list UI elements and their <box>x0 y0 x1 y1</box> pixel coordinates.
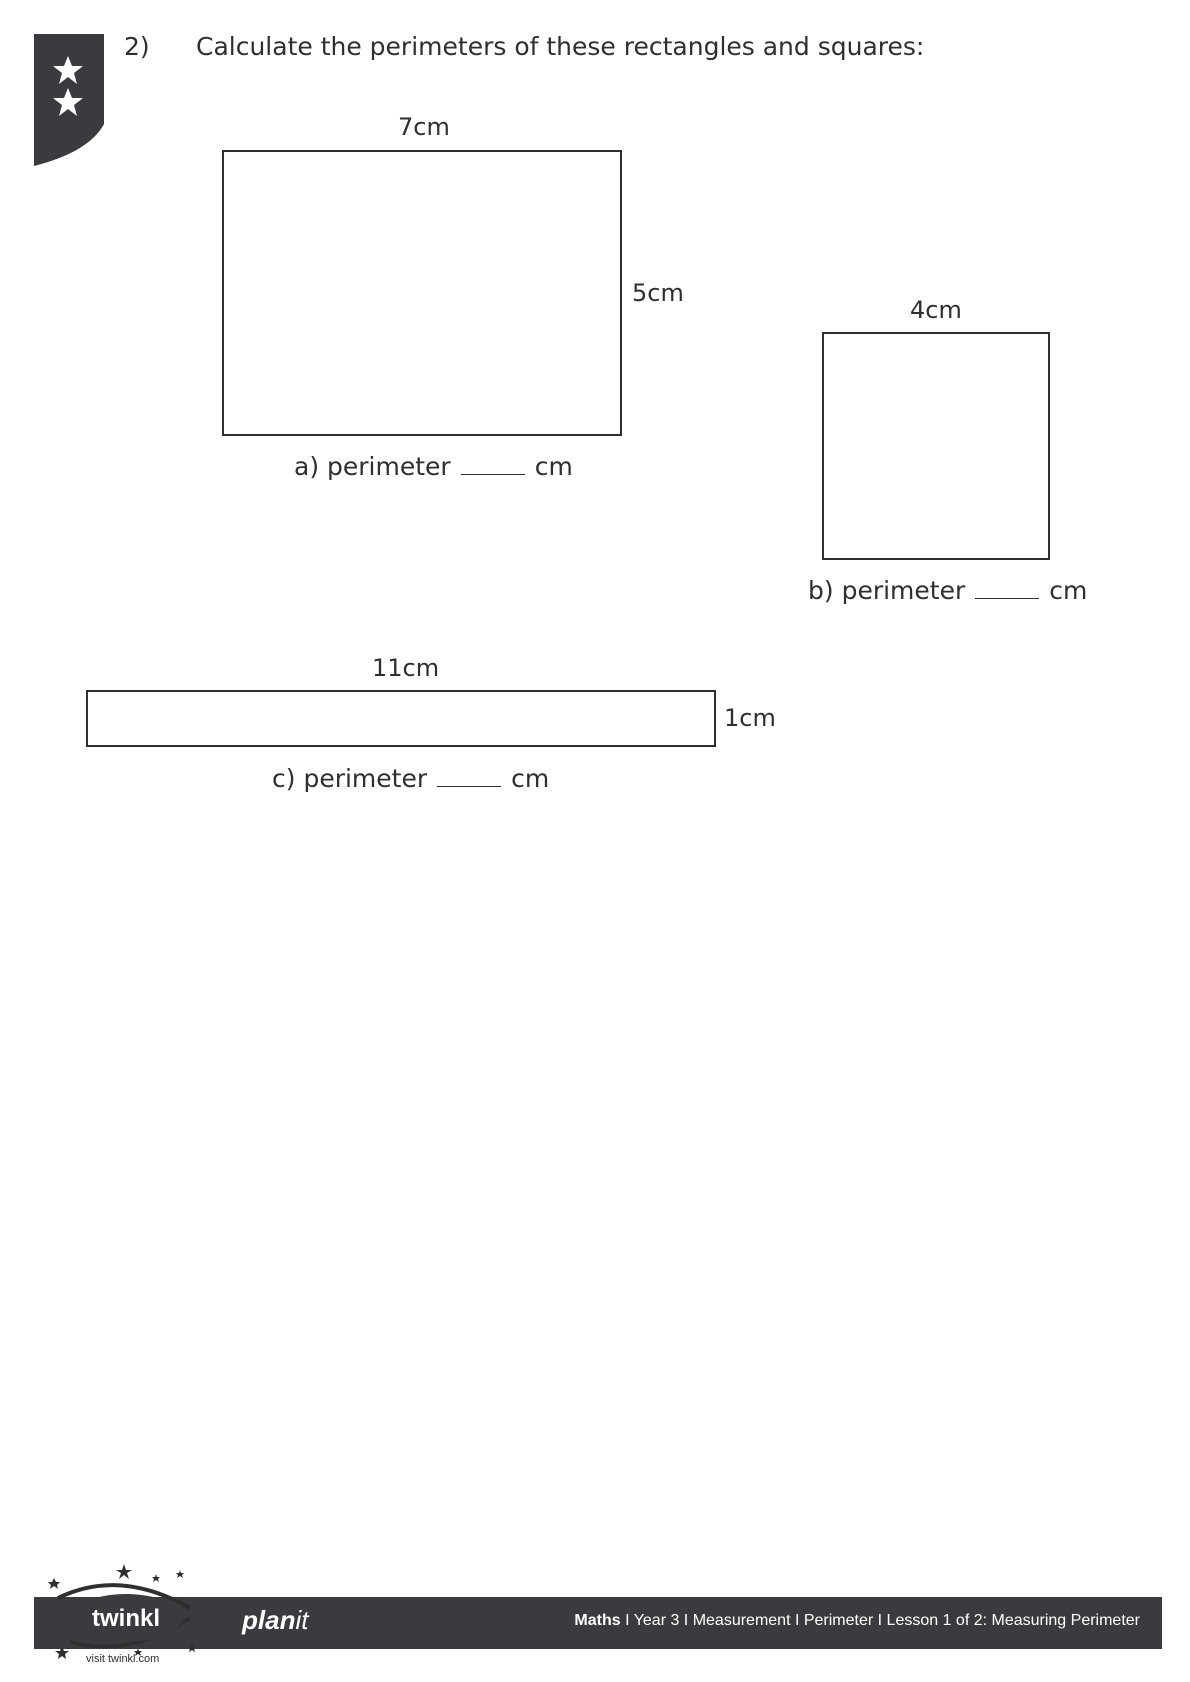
footer-breadcrumb-text: I Year 3 I Measurement I Perimeter I Lesson 1 of 2: Measuring Perimeter <box>620 1612 1140 1629</box>
shape-c-answer <box>272 764 549 793</box>
shape-b-top-label: 4cm <box>910 296 962 324</box>
question-number: 2) <box>124 32 150 61</box>
shape-b-square <box>822 332 1050 560</box>
shape-c-top-label: 11cm <box>372 654 440 682</box>
visit-link[interactable]: visit twinkl.com <box>86 1653 160 1665</box>
shape-c-answer-blank[interactable] <box>437 766 501 787</box>
shape-a-answer-unit: cm <box>534 452 573 481</box>
shape-a-answer <box>294 452 573 481</box>
shape-c-side-label: 1cm <box>724 704 776 732</box>
shape-b-answer <box>808 576 1087 605</box>
difficulty-badge <box>34 34 104 166</box>
question-text: Calculate the perimeters of these rectangles and squares: <box>196 32 925 61</box>
shape-b-answer-label: b) perimeter <box>808 576 966 605</box>
shape-a-answer-blank[interactable] <box>461 454 525 475</box>
shape-a-rectangle <box>222 150 622 436</box>
shape-a-answer-label: a) perimeter <box>294 452 451 481</box>
shape-b-answer-blank[interactable] <box>975 578 1039 599</box>
planit-logo: planit <box>242 1605 309 1635</box>
shape-c-answer-unit: cm <box>511 764 550 793</box>
footer-subject: Maths <box>574 1612 621 1629</box>
shape-a-side-label: 5cm <box>632 279 684 307</box>
twinkl-logo <box>40 1558 210 1666</box>
shape-c-rectangle <box>86 690 716 747</box>
twinkl-wordmark: twinkl <box>91 1605 161 1632</box>
footer-breadcrumb <box>574 1612 1140 1630</box>
shape-a-top-label: 7cm <box>398 113 450 141</box>
shape-b-answer-unit: cm <box>1049 576 1088 605</box>
shape-c-answer-label: c) perimeter <box>272 764 428 793</box>
